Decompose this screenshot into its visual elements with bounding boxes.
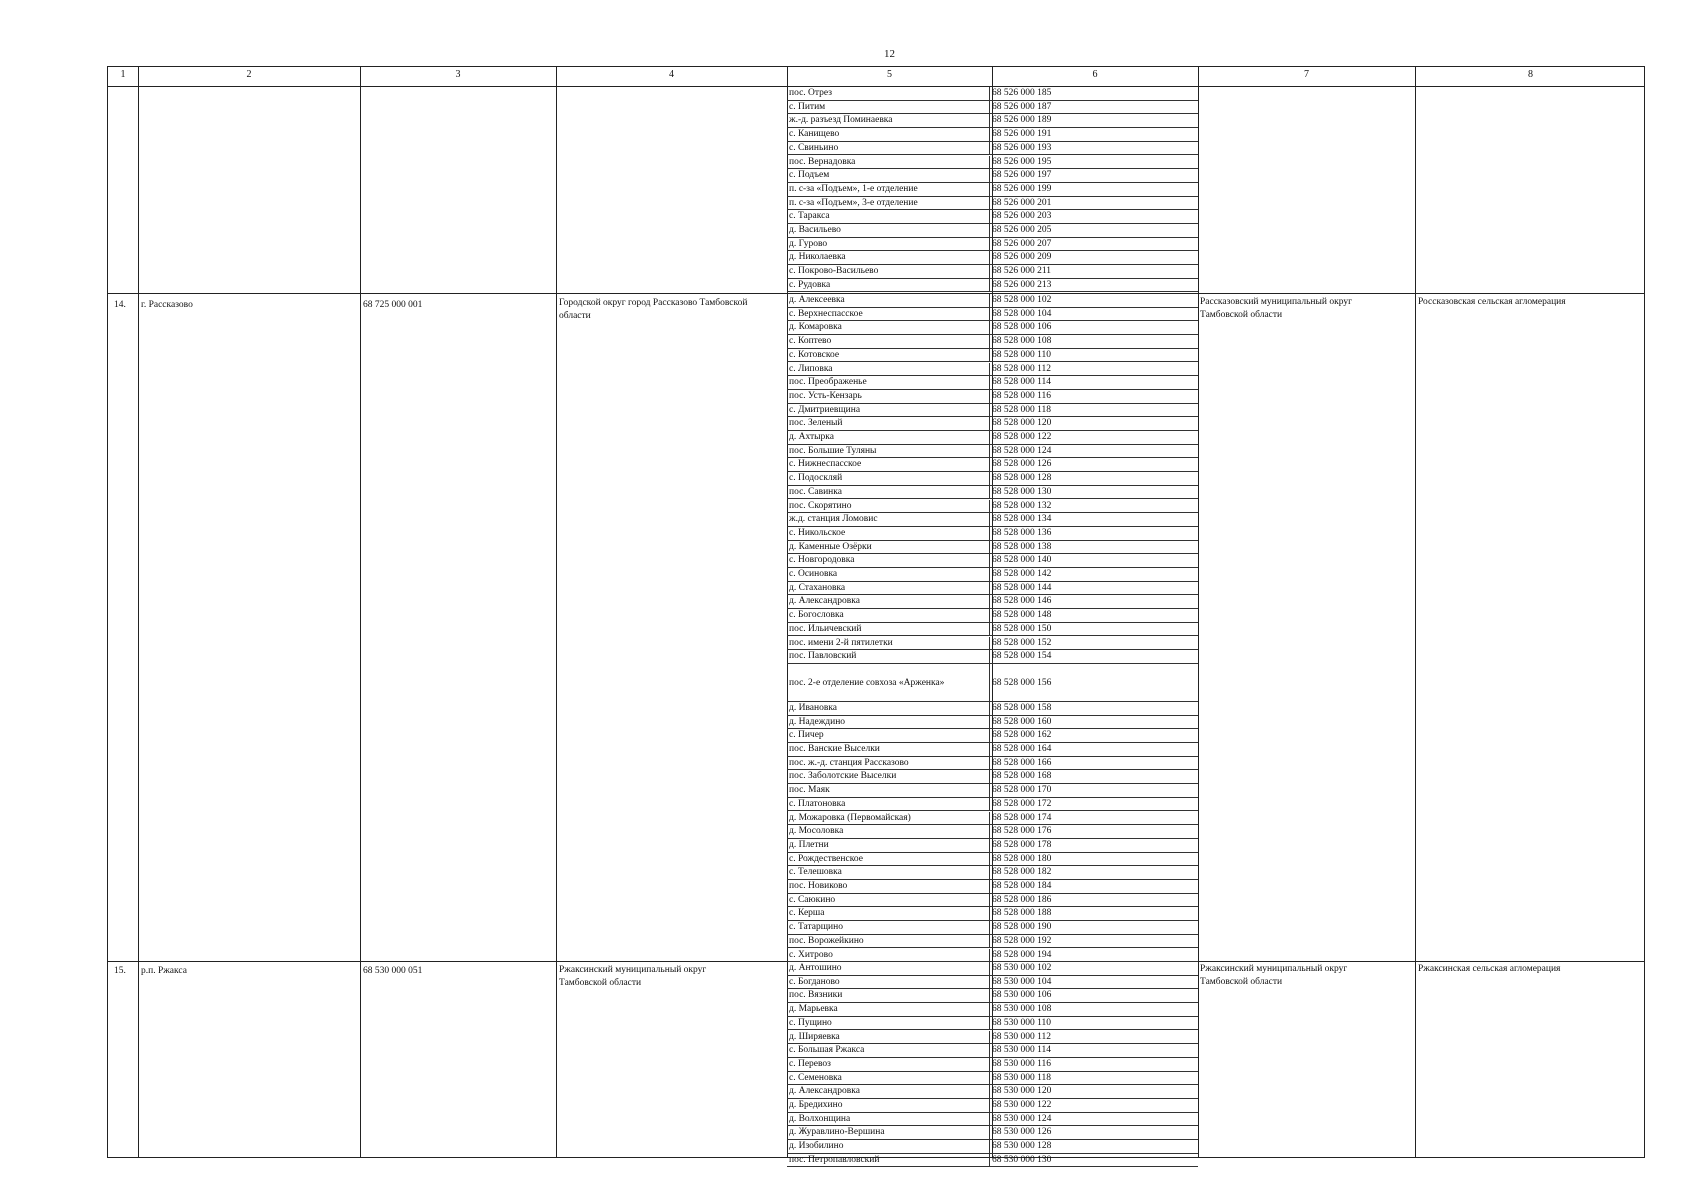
- settlement-row: [787, 664, 1198, 702]
- settlement-name: с. Котовское: [789, 349, 840, 360]
- settlement-code: 68 530 000 110: [989, 1017, 1192, 1030]
- settlement-code: 68 530 000 122: [989, 1099, 1192, 1112]
- settlement-row: [787, 637, 1198, 651]
- settlement-code: 68 528 000 140: [989, 554, 1192, 567]
- settlement-row: [787, 114, 1198, 128]
- settlement-code: 68 526 000 191: [989, 128, 1192, 141]
- settlement-code: 68 530 000 120: [989, 1085, 1192, 1098]
- district: Ржаксинский муниципальный округ Тамбовской области: [1200, 964, 1348, 987]
- settlement-name: с. Татарщино: [789, 922, 843, 933]
- city-code: 68 725 000 001: [363, 300, 423, 310]
- settlement-row: [787, 335, 1198, 349]
- settlement-name: пос. Маяк: [789, 785, 830, 796]
- settlement-code: 68 530 000 118: [989, 1072, 1192, 1085]
- settlement-name: пос. Павловский: [789, 651, 857, 662]
- settlement-row: [787, 812, 1198, 826]
- settlement-name: с. Платоновка: [789, 798, 846, 809]
- settlement-code: 68 528 000 170: [989, 784, 1192, 797]
- settlement-name: д. Изобилино: [789, 1141, 844, 1152]
- settlement-name: с. Рудовка: [789, 279, 831, 290]
- settlement-name: с. Перевоз: [789, 1058, 831, 1069]
- settlement-code: 68 528 000 134: [989, 513, 1192, 526]
- settlement-row: [787, 238, 1198, 252]
- settlement-name: с. Питим: [789, 101, 826, 112]
- settlement-name: д. Ивановка: [789, 702, 838, 713]
- settlement-code: 68 528 000 168: [989, 770, 1192, 783]
- city-code: 68 530 000 051: [363, 966, 423, 976]
- settlement-code: 68 528 000 184: [989, 880, 1192, 893]
- settlement-name: с. Таракса: [789, 211, 830, 222]
- settlement-name: с. Дмитриевщина: [789, 404, 861, 415]
- settlement-code: 68 528 000 118: [989, 404, 1192, 417]
- settlement-name: д. Каменные Озёрки: [789, 541, 872, 552]
- settlement-row: [787, 1154, 1198, 1168]
- settlement-row: [787, 962, 1198, 976]
- settlement-code: 68 528 000 176: [989, 825, 1192, 838]
- settlement-row: [787, 743, 1198, 757]
- agglomeration: Россказовская сельская агломерация: [1418, 297, 1566, 307]
- settlement-code: 68 528 000 102: [989, 294, 1192, 307]
- settlement-code: 68 528 000 148: [989, 609, 1192, 622]
- settlement-name: пос. Зеленый: [789, 418, 843, 429]
- settlement-code: 68 528 000 162: [989, 729, 1192, 742]
- settlement-code: 68 528 000 146: [989, 595, 1192, 608]
- settlement-code: 68 528 000 116: [989, 390, 1192, 403]
- settlement-row: [787, 582, 1198, 596]
- settlement-code: 68 528 000 120: [989, 417, 1192, 430]
- settlement-name: с. Новгородовка: [789, 555, 855, 566]
- settlement-code: 68 528 000 144: [989, 582, 1192, 595]
- settlement-code: 68 530 000 130: [989, 1154, 1192, 1167]
- city-name: г. Рассказово: [141, 300, 193, 310]
- settlement-name: с. Семеновка: [789, 1072, 842, 1083]
- settlement-code: 68 530 000 114: [989, 1044, 1192, 1057]
- settlement-row: [787, 376, 1198, 390]
- settlement-code: 68 528 000 104: [989, 308, 1192, 321]
- settlement-row: [787, 321, 1198, 335]
- settlement-name: пос. ж.-д. станция Рассказово: [789, 757, 909, 768]
- settlement-code: 68 526 000 185: [989, 87, 1192, 100]
- settlement-row: [787, 404, 1198, 418]
- settlement-row: [787, 989, 1198, 1003]
- settlement-name: пос. Ильичевский: [789, 623, 862, 634]
- settlement-row: [787, 527, 1198, 541]
- settlement-row: [787, 623, 1198, 637]
- settlement-name: пос. Отрез: [789, 88, 833, 98]
- settlement-name: с. Свиньино: [789, 142, 839, 153]
- settlement-row: [787, 1044, 1198, 1058]
- settlement-code: 68 530 000 128: [989, 1140, 1192, 1153]
- municipality: Городской округ город Рассказово Тамбовской области: [559, 298, 748, 321]
- settlement-name: д. Стахановка: [789, 582, 846, 593]
- settlement-row: [787, 650, 1198, 664]
- settlement-row: [787, 866, 1198, 880]
- settlement-code: 68 528 000 158: [989, 702, 1192, 715]
- settlement-name: пос. Преображенье: [789, 377, 867, 388]
- settlement-name: с. Саюкино: [789, 894, 836, 905]
- settlement-name: пос. Ворожейкино: [789, 935, 864, 946]
- settlement-code: 68 528 000 108: [989, 335, 1192, 348]
- settlement-row: [787, 183, 1198, 197]
- settlement-code: 68 526 000 213: [989, 279, 1192, 292]
- settlement-name: пос. Петропавловский: [789, 1154, 880, 1165]
- header-col-8: 8: [1528, 69, 1533, 80]
- settlement-code: 68 528 000 114: [989, 376, 1192, 389]
- settlement-name: д. Антошино: [789, 963, 842, 973]
- header-col-3: 3: [455, 69, 461, 80]
- settlement-row: [787, 169, 1198, 183]
- settlement-name: пос. Ванские Выселки: [789, 744, 880, 754]
- settlement-name: п. с-за «Подъем», 1-е отделение: [789, 183, 918, 194]
- settlement-row: [787, 308, 1198, 322]
- row-number: 15.: [114, 966, 126, 976]
- settlement-name: ж.-д. разъезд Поминаевка: [789, 115, 893, 126]
- settlement-code: 68 530 000 106: [989, 989, 1192, 1002]
- settlement-row: [787, 128, 1198, 142]
- settlement-code: 68 530 000 116: [989, 1058, 1192, 1071]
- header-col-2: 2: [246, 69, 252, 80]
- settlement-row: [787, 784, 1198, 798]
- settlement-row: [787, 279, 1198, 293]
- settlement-row: [787, 265, 1198, 279]
- settlement-name: д. Волхонщина: [789, 1113, 851, 1124]
- city-name: р.п. Ржакса: [141, 966, 187, 976]
- settlement-name: пос. Усть-Кензарь: [789, 390, 862, 401]
- settlement-row: [787, 417, 1198, 431]
- settlement-code: 68 528 000 106: [989, 321, 1192, 334]
- settlement-row: [787, 142, 1198, 156]
- settlement-row: [787, 770, 1198, 784]
- settlement-row: [787, 907, 1198, 921]
- settlement-row: [787, 1140, 1198, 1154]
- settlement-name: п. с-за «Подъем», 3-е отделение: [789, 197, 918, 208]
- settlement-row: [787, 825, 1198, 839]
- settlement-name: с. Нижнеспасское: [789, 459, 862, 470]
- settlement-name: с. Осиновка: [789, 569, 838, 579]
- settlement-code: 68 526 000 203: [989, 210, 1192, 223]
- settlement-row: [787, 853, 1198, 867]
- settlement-row: [787, 894, 1198, 908]
- settlement-code: 68 528 000 110: [989, 349, 1192, 362]
- settlement-row: [787, 1017, 1198, 1031]
- settlement-code: 68 528 000 154: [989, 650, 1192, 663]
- row-number: 14.: [114, 300, 126, 310]
- settlement-row: [787, 210, 1198, 224]
- settlement-row: [787, 1113, 1198, 1127]
- settlement-code: 68 526 000 187: [989, 101, 1192, 114]
- settlement-row: [787, 101, 1198, 115]
- settlement-row: [787, 798, 1198, 812]
- settlement-code: 68 528 000 122: [989, 431, 1192, 444]
- settlement-name: д. Николаевка: [789, 252, 846, 263]
- settlement-row: [787, 921, 1198, 935]
- settlement-name: с. Никольское: [789, 527, 846, 538]
- settlement-row: [787, 935, 1198, 949]
- settlement-code: 68 528 000 130: [989, 486, 1192, 499]
- settlement-row: [787, 1003, 1198, 1017]
- settlement-row: [787, 363, 1198, 377]
- settlement-row: [787, 609, 1198, 623]
- settlement-row: [787, 839, 1198, 853]
- settlement-code: 68 528 000 124: [989, 445, 1192, 458]
- header-col-7: 7: [1304, 69, 1309, 80]
- settlement-code: 68 528 000 190: [989, 921, 1192, 934]
- settlement-code: 68 528 000 160: [989, 716, 1192, 729]
- settlement-code: 68 528 000 186: [989, 894, 1192, 907]
- agglomeration: Ржаксинская сельская агломерация: [1418, 964, 1561, 974]
- settlement-row: [787, 294, 1198, 308]
- settlement-code: 68 528 000 172: [989, 798, 1192, 811]
- settlement-list: [787, 87, 1198, 1165]
- settlement-code: 68 528 000 142: [989, 568, 1192, 581]
- settlement-name: пос. Новиково: [789, 881, 848, 891]
- settlement-code: 68 530 000 108: [989, 1003, 1192, 1016]
- settlement-name: с. Пичер: [789, 730, 824, 741]
- settlement-code: 68 528 000 174: [989, 812, 1192, 825]
- settlement-name: д. Плетни: [789, 839, 829, 850]
- settlement-name: пос. Большие Туляны: [789, 445, 877, 456]
- settlement-name: д. Ширяевка: [789, 1031, 840, 1042]
- settlement-code: 68 528 000 182: [989, 866, 1192, 879]
- district: Рассказовский муниципальный округ Тамбовской области: [1200, 297, 1352, 320]
- settlement-name: д. Александровка: [789, 1086, 860, 1097]
- settlement-name: с. Керша: [789, 908, 825, 919]
- settlement-row: [787, 880, 1198, 894]
- settlement-row: [787, 513, 1198, 527]
- settlement-row: [787, 156, 1198, 170]
- settlement-code: 68 528 000 188: [989, 907, 1192, 920]
- settlement-code: 68 530 000 104: [989, 976, 1192, 989]
- settlement-code: 68 528 000 164: [989, 743, 1192, 756]
- settlement-name: д. Александровка: [789, 596, 860, 607]
- settlement-name: пос. Скорятино: [789, 500, 852, 511]
- settlement-row: [787, 431, 1198, 445]
- settlement-name: д. Бредихино: [789, 1100, 843, 1110]
- settlement-row: [787, 949, 1198, 963]
- settlements-table: [107, 66, 1645, 1165]
- settlement-row: [787, 716, 1198, 730]
- settlement-code: 68 528 000 156: [989, 664, 1192, 701]
- settlement-name: с. Подоскляй: [789, 473, 843, 484]
- settlement-name: с. Телешовка: [789, 867, 842, 878]
- settlement-row: [787, 472, 1198, 486]
- settlement-name: с. Хитрово: [789, 949, 833, 960]
- settlement-row: [787, 87, 1198, 101]
- settlement-code: 68 528 000 192: [989, 935, 1192, 948]
- header-col-5: 5: [887, 69, 892, 80]
- settlement-name: с. Богданово: [789, 976, 840, 987]
- settlement-row: [787, 224, 1198, 238]
- municipality: Ржаксинский муниципальный округ Тамбовской области: [559, 965, 707, 988]
- settlement-name: с. Коптево: [789, 336, 832, 347]
- settlement-row: [787, 554, 1198, 568]
- header-col-4: 4: [669, 69, 674, 80]
- settlement-code: 68 526 000 211: [989, 265, 1192, 278]
- settlement-name: д. Алексеевка: [789, 295, 845, 305]
- settlement-code: 68 526 000 195: [989, 156, 1192, 169]
- settlement-name: с. Липовка: [789, 363, 833, 374]
- settlement-name: д. Комаровка: [789, 322, 842, 333]
- settlement-row: [787, 757, 1198, 771]
- settlement-code: 68 526 000 189: [989, 114, 1192, 127]
- settlement-code: 68 528 000 132: [989, 500, 1192, 513]
- settlement-code: 68 528 000 112: [989, 363, 1192, 376]
- settlement-row: [787, 251, 1198, 265]
- settlement-name: д. Надеждино: [789, 716, 846, 727]
- settlement-name: с. Богословка: [789, 610, 844, 621]
- settlement-name: д. Васильево: [789, 225, 841, 235]
- settlement-name: с. Подъем: [789, 170, 830, 181]
- settlement-row: [787, 1072, 1198, 1086]
- settlement-code: 68 528 000 180: [989, 853, 1192, 866]
- settlement-row: [787, 445, 1198, 459]
- settlement-row: [787, 729, 1198, 743]
- settlement-row: [787, 702, 1198, 716]
- settlement-code: 68 528 000 152: [989, 637, 1192, 650]
- settlement-code: 68 528 000 150: [989, 623, 1192, 636]
- settlement-name: с. Рождественское: [789, 853, 863, 864]
- settlement-name: д. Гурово: [789, 238, 828, 249]
- settlement-row: [787, 541, 1198, 555]
- settlement-row: [787, 976, 1198, 990]
- settlement-name: с. Канищево: [789, 129, 840, 140]
- settlement-code: 68 530 000 126: [989, 1126, 1192, 1139]
- settlement-name: пос. 2-е отделение совхоза «Арженка»: [789, 677, 945, 688]
- settlement-name: с. Покрово-Васильево: [789, 266, 879, 277]
- settlement-name: с. Верхнеспасское: [789, 308, 863, 319]
- settlement-row: [787, 500, 1198, 514]
- settlement-code: 68 526 000 193: [989, 142, 1192, 155]
- settlement-code: 68 526 000 201: [989, 197, 1192, 210]
- header-col-1: 1: [120, 69, 126, 80]
- settlement-code: 68 526 000 199: [989, 183, 1192, 196]
- settlement-code: 68 530 000 102: [989, 962, 1192, 975]
- settlement-code: 68 526 000 197: [989, 169, 1192, 182]
- settlement-row: [787, 1126, 1198, 1140]
- settlement-name: ж.д. станция Ломовис: [789, 514, 878, 525]
- settlement-row: [787, 1099, 1198, 1113]
- settlement-row: [787, 458, 1198, 472]
- settlement-row: [787, 1058, 1198, 1072]
- settlement-row: [787, 568, 1198, 582]
- settlement-name: д. Можаровка (Первомайская): [789, 812, 911, 823]
- settlement-code: 68 528 000 126: [989, 458, 1192, 471]
- settlement-code: 68 528 000 178: [989, 839, 1192, 852]
- settlement-name: д. Марьевка: [789, 1004, 838, 1015]
- settlement-name: д. Мосоловка: [789, 826, 844, 837]
- settlement-code: 68 526 000 207: [989, 238, 1192, 251]
- settlement-name: д. Журавлино-Вершина: [789, 1127, 885, 1138]
- page-number: 12: [884, 48, 895, 60]
- settlement-code: 68 528 000 166: [989, 757, 1192, 770]
- settlement-name: пос. Вернадовка: [789, 156, 856, 167]
- settlement-code: 68 528 000 194: [989, 949, 1192, 962]
- settlement-row: [787, 390, 1198, 404]
- settlement-code: 68 526 000 205: [989, 224, 1192, 237]
- settlement-code: 68 530 000 112: [989, 1031, 1192, 1044]
- settlement-name: с. Большая Ржакса: [789, 1045, 865, 1056]
- settlement-code: 68 530 000 124: [989, 1113, 1192, 1126]
- settlement-name: пос. Заболотские Выселки: [789, 771, 897, 782]
- settlement-row: [787, 1085, 1198, 1099]
- settlement-name: с. Пущино: [789, 1017, 832, 1028]
- settlement-row: [787, 349, 1198, 363]
- settlement-code: 68 528 000 138: [989, 541, 1192, 554]
- settlement-row: [787, 197, 1198, 211]
- header-col-6: 6: [1092, 69, 1098, 80]
- settlement-code: 68 528 000 128: [989, 472, 1192, 485]
- settlement-name: пос. имени 2-й пятилетки: [789, 637, 893, 648]
- settlement-row: [787, 595, 1198, 609]
- settlement-code: 68 526 000 209: [989, 251, 1192, 264]
- settlement-row: [787, 1031, 1198, 1045]
- settlement-row: [787, 486, 1198, 500]
- settlement-name: д. Ахтырка: [789, 432, 834, 442]
- settlement-name: пос. Вязники: [789, 990, 843, 1001]
- settlement-code: 68 528 000 136: [989, 527, 1192, 540]
- settlement-name: пос. Савинка: [789, 486, 842, 497]
